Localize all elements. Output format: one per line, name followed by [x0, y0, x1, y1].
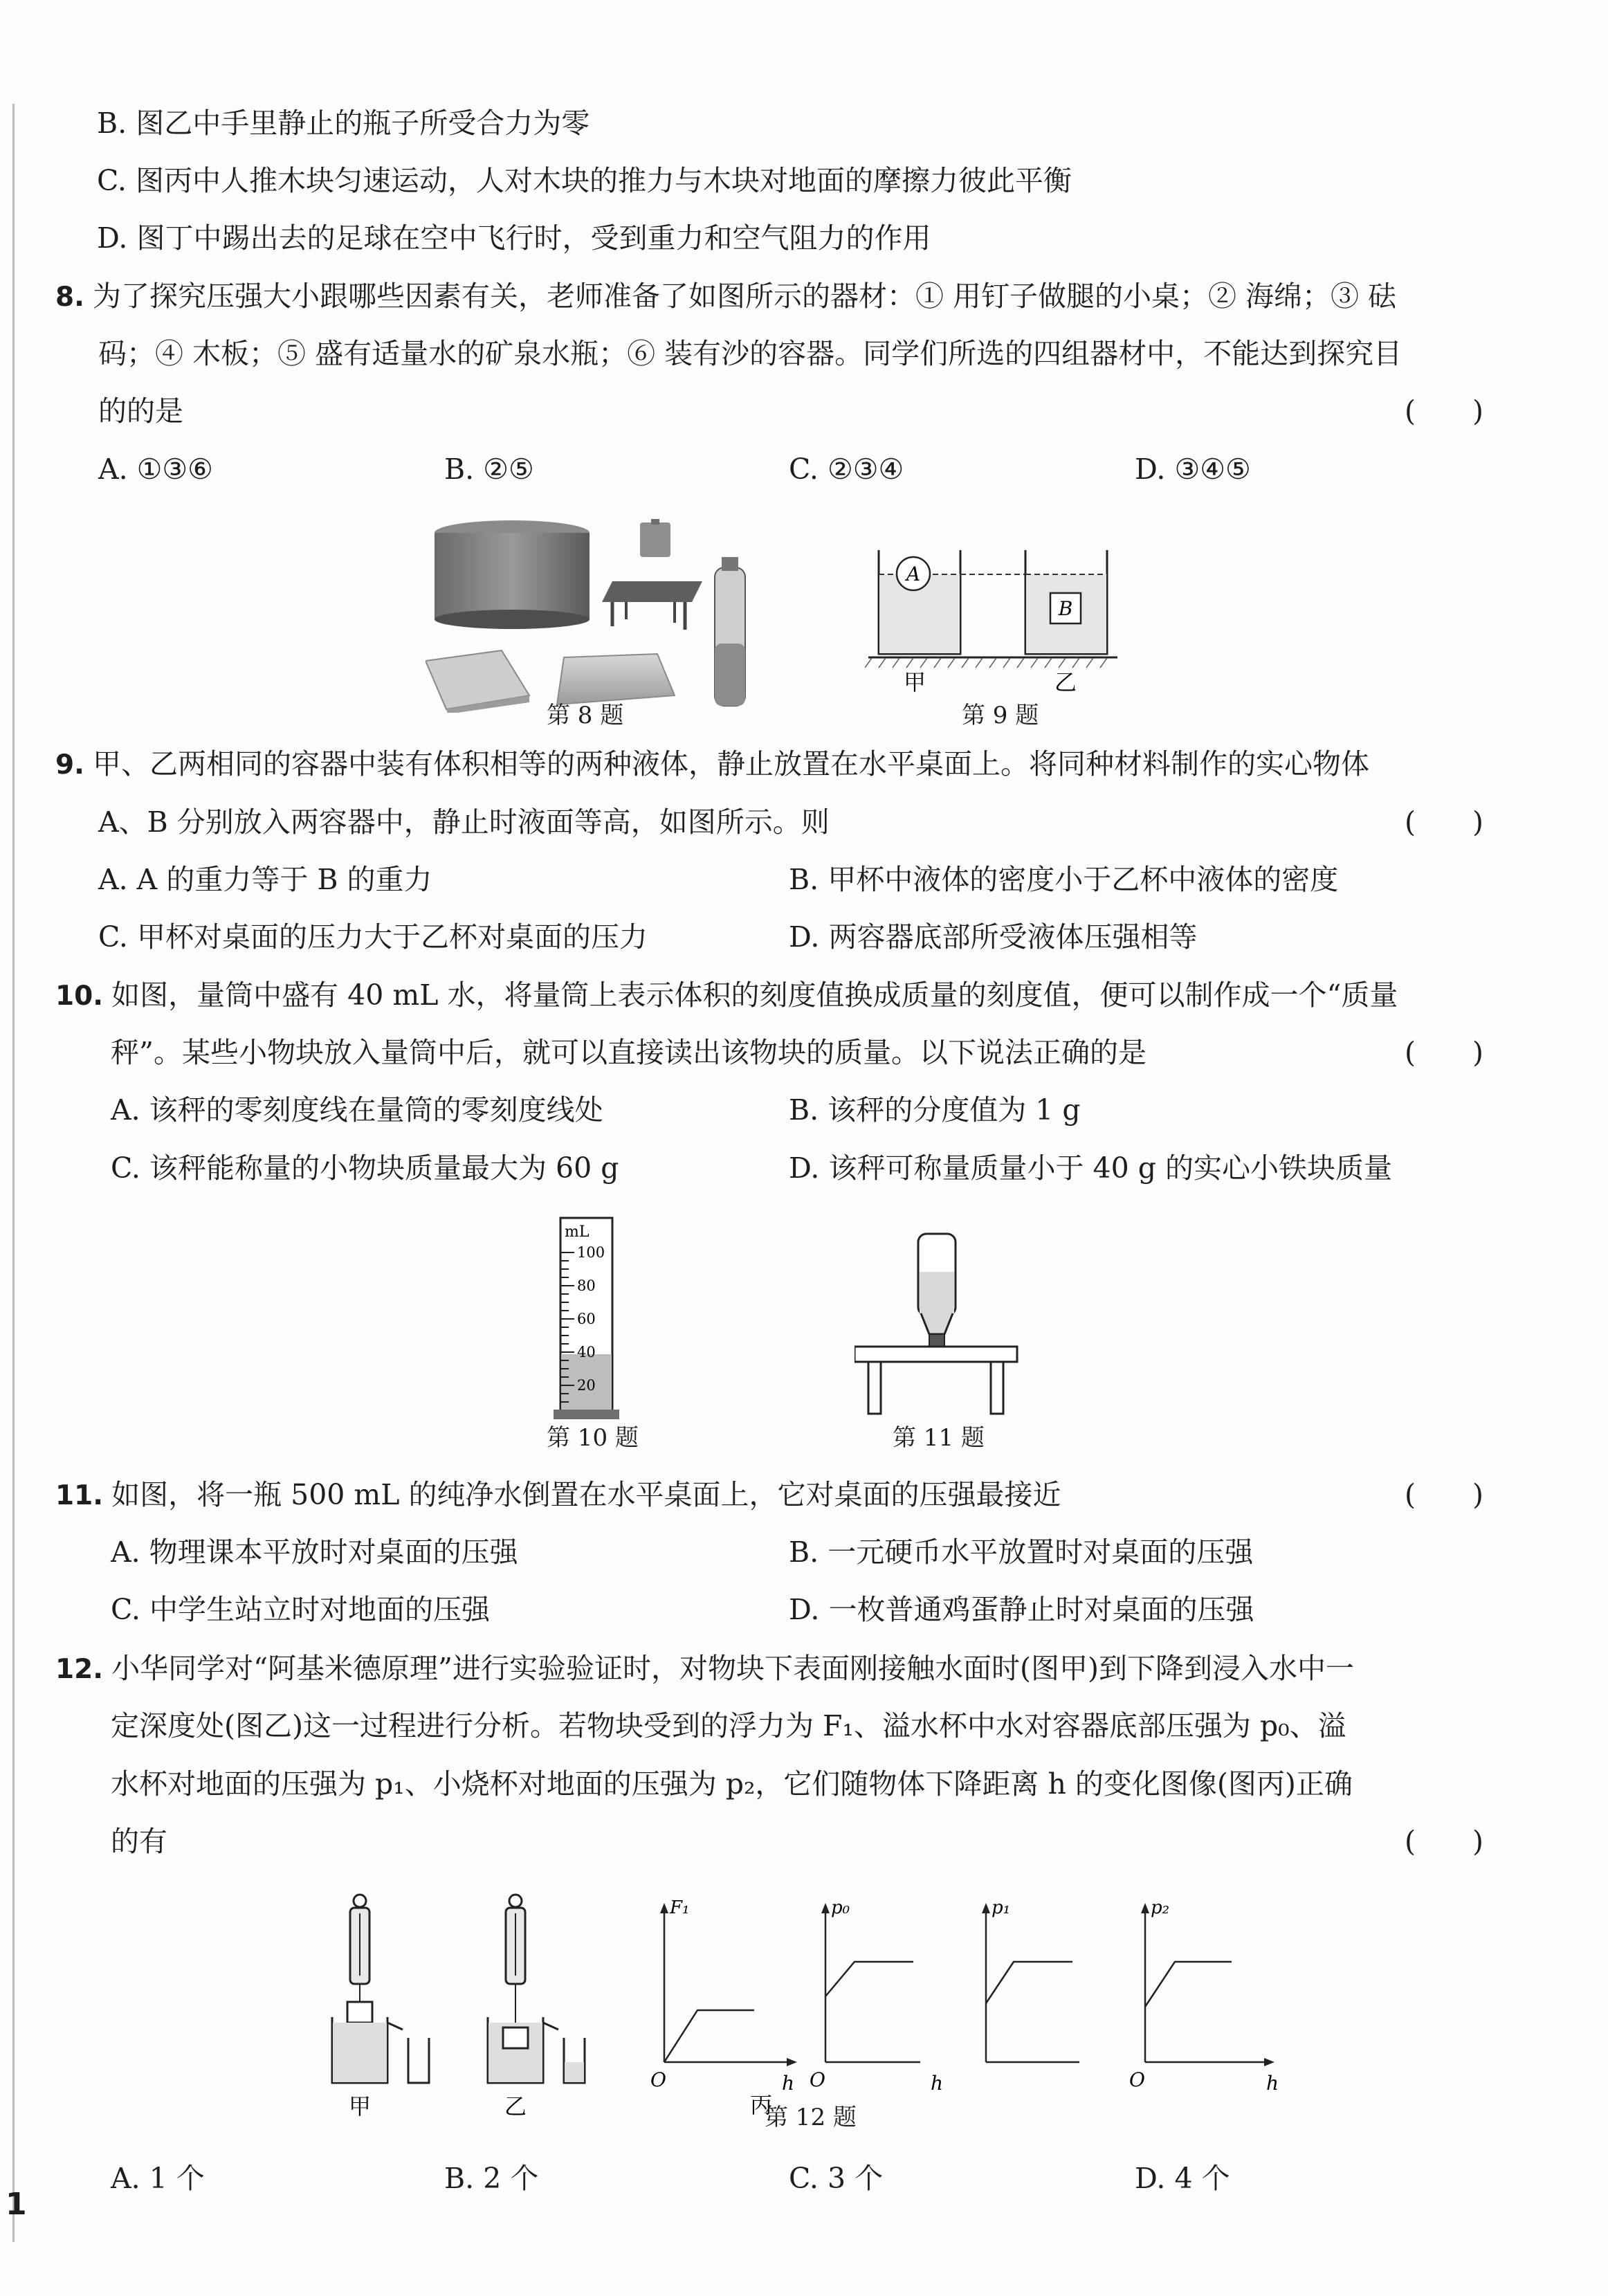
q8-answer-paren: ( ): [1405, 394, 1483, 428]
graph-p2-line: [1145, 1962, 1232, 2007]
tick-40: 40: [577, 1344, 596, 1360]
block-jia: [347, 2002, 372, 2023]
fig12-label-jia: 甲: [348, 2093, 372, 2120]
q8-option-c: C. ②③④: [789, 453, 904, 486]
tick-80: 80: [577, 1277, 596, 1294]
q12-answer-paren: ( ): [1405, 1825, 1483, 1858]
q12-number: 12.: [55, 1654, 104, 1685]
small-beaker-jia: [408, 2038, 429, 2083]
svg-text:p₀: p₀: [831, 1897, 850, 1918]
q11-number: 11.: [55, 1480, 104, 1511]
small-table-top: [602, 581, 702, 602]
fig9-label-yi: 乙: [1054, 669, 1077, 695]
table-top: [855, 1347, 1017, 1362]
q8-option-b: B. ②⑤: [444, 453, 534, 486]
q12-option-c: C. 3 个: [789, 2162, 884, 2195]
q8-option-a: A. ①③⑥: [98, 453, 213, 486]
svg-text:O: O: [650, 2068, 666, 2091]
q11-option-d: D. 一枚普通鸡蛋静止时对桌面的压强: [789, 1593, 1254, 1626]
svg-text:O: O: [810, 2068, 825, 2091]
graph-f1: [650, 1897, 797, 2095]
q12-line-3: 水杯对地面的压强为 p₁、小烧杯对地面的压强为 p₂，它们随物体下降距离 h 的变化图像(图丙)正确: [111, 1767, 1353, 1801]
q7-option-d: D. 图丁中踢出去的足球在空中飞行时，受到重力和空气阻力的作用: [97, 221, 931, 255]
sand-container-body: [435, 533, 590, 619]
q9-option-a: A. A 的重力等于 B 的重力: [98, 863, 432, 896]
graph-p0-line: [825, 1962, 913, 1996]
fig9-label-jia: 甲: [903, 669, 926, 695]
bottle-cap: [929, 1334, 944, 1347]
q8-line-2: 码；④ 木板；⑤ 盛有适量水的矿泉水瓶；⑥ 装有沙的容器。同学们所选的四组器材中，不能达到探究目: [98, 337, 1403, 370]
q10-option-d: D. 该秤可称量质量小于 40 g 的实心小铁块质量: [789, 1151, 1392, 1185]
q11-option-b: B. 一元硬币水平放置时对桌面的压强: [789, 1536, 1254, 1569]
q11-option-c: C. 中学生站立时对地面的压强: [111, 1593, 490, 1626]
q9-line-1: 9. 甲、乙两相同的容器中装有体积相等的两种液体，静止放置在水平桌面上。将同种材料制作的实心物体: [55, 747, 1369, 781]
table-leg-left: [868, 1362, 881, 1414]
graph-p1-line: [986, 1962, 1072, 2003]
q10-line-2: 秤”。某些小物块放入量筒中后，就可以直接读出该物块的质量。以下说法正确的是: [111, 1036, 1146, 1069]
svg-text:p₁: p₁: [992, 1897, 1011, 1918]
fig11-caption: 第 11 题: [893, 1424, 985, 1452]
q9-answer-paren: ( ): [1405, 805, 1483, 839]
wooden-board: [557, 654, 675, 704]
q10-option-a: A. 该秤的零刻度线在量筒的零刻度线处: [111, 1093, 603, 1127]
fig8-caption: 第 8 题: [547, 702, 624, 729]
svg-text:F₁: F₁: [670, 1897, 690, 1918]
q12-line-1: 12. 小华同学对“阿基米德原理”进行实验验证时，对物块下表面刚接触水面时(图甲)到下降到浸入水中一: [55, 1652, 1355, 1685]
graph-p1: [931, 1897, 1079, 2095]
fig8-equipment-illustration: [426, 519, 771, 713]
binding-margin-line: [12, 104, 15, 2242]
graph-p2: [1129, 1897, 1279, 2095]
q12-line-2: 定深度处(图乙)这一过程进行分析。若物块受到的浮力为 F₁、溢水杯中水对容器底部压强为 p₀、溢: [111, 1709, 1346, 1742]
table-leg-right: [991, 1362, 1003, 1414]
fig12-apparatus-jia: [332, 1895, 429, 2120]
fig9-caption: 第 9 题: [962, 702, 1039, 729]
fig12-label-yi: 乙: [504, 2093, 527, 2120]
svg-text:O: O: [1129, 2068, 1145, 2091]
q8-line-3: 的的是: [98, 394, 183, 428]
fig10-graduated-cylinder: [547, 1214, 630, 1422]
q9-option-d: D. 两容器底部所受液体压强相等: [789, 920, 1198, 954]
q8-line-1: 8. 为了探究压强大小跟哪些因素有关，老师准备了如图所示的器材：① 用钉子做腿的小桌；② 海绵；③ 砝: [55, 280, 1397, 313]
svg-text:A: A: [906, 563, 921, 585]
q10-option-b: B. 该秤的分度值为 1 g: [789, 1093, 1081, 1127]
svg-text:h: h: [1266, 2072, 1279, 2095]
q12-line-4: 的有: [111, 1825, 167, 1858]
tick-20: 20: [577, 1377, 596, 1394]
q8-number: 8.: [55, 282, 84, 313]
q11-option-a: A. 物理课本平放时对桌面的压强: [111, 1536, 518, 1569]
fig12-caption: 第 12 题: [765, 2104, 857, 2131]
q7-option-c: C. 图丙中人推木块匀速运动，人对木块的推力与木块对地面的摩擦力彼此平衡: [97, 164, 1072, 197]
q10-line-1: 10. 如图，量筒中盛有 40 mL 水，将量筒上表示体积的刻度值换成质量的刻度值，便可以制作成一个“质量: [55, 978, 1398, 1012]
weight-block: [640, 522, 670, 557]
q11-line-1: 11. 如图，将一瓶 500 mL 的纯净水倒置在水平桌面上，它对桌面的压强最接近: [55, 1478, 1061, 1511]
q12-option-b: B. 2 个: [444, 2162, 539, 2195]
tick-100: 100: [577, 1244, 605, 1261]
q9-line-2: A、B 分别放入两容器中，静止时液面等高，如图所示。则: [98, 805, 830, 839]
q9-option-c: C. 甲杯对桌面的压力大于乙杯对桌面的压力: [98, 920, 648, 954]
tick-60: 60: [577, 1311, 596, 1327]
svg-text:h: h: [931, 2072, 944, 2095]
fig9-containers-diagram: [865, 536, 1121, 702]
q7-option-b: B. 图乙中手里静止的瓶子所受合力为零: [97, 107, 590, 140]
graph-p0: [750, 1897, 920, 2118]
cylinder-base: [554, 1410, 619, 1419]
q12-option-a: A. 1 个: [111, 2162, 205, 2195]
svg-text:B: B: [1058, 597, 1073, 620]
fig11-bottle-on-table: [855, 1230, 1021, 1417]
q8-option-d: D. ③④⑤: [1135, 453, 1251, 486]
svg-text:p₂: p₂: [1151, 1897, 1170, 1918]
q9-option-b: B. 甲杯中液体的密度小于乙杯中液体的密度: [789, 863, 1339, 896]
fig12-apparatus-yi: [488, 1895, 585, 2120]
graph-f1-line: [664, 2010, 754, 2062]
q10-answer-paren: ( ): [1405, 1036, 1483, 1069]
q10-number: 10.: [55, 981, 104, 1012]
block-yi: [503, 2028, 528, 2048]
page-number: 1: [6, 2187, 27, 2222]
q12-option-d: D. 4 个: [1135, 2162, 1230, 2195]
svg-text:h: h: [782, 2072, 795, 2095]
fig10-caption: 第 10 题: [547, 1424, 639, 1452]
fig12-label-bing: 丙: [749, 2092, 773, 2118]
cylinder-unit-label: mL: [565, 1223, 590, 1241]
q10-option-c: C. 该秤能称量的小物块质量最大为 60 g: [111, 1151, 619, 1185]
q11-answer-paren: ( ): [1405, 1478, 1483, 1511]
q9-number: 9.: [55, 749, 84, 781]
